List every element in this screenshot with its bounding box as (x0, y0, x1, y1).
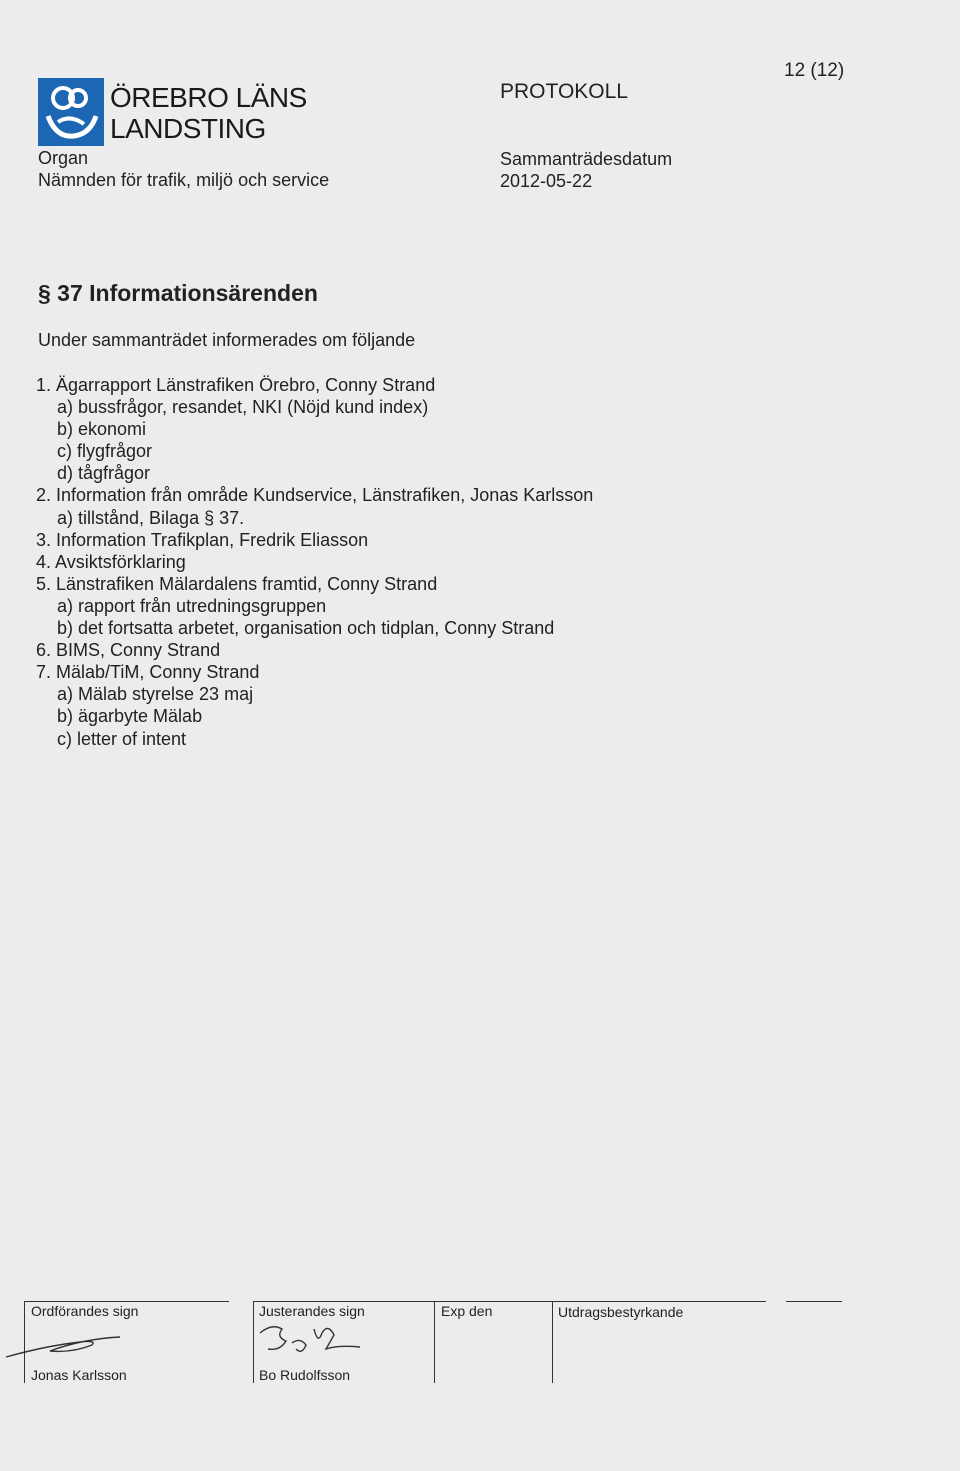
agenda-subitem: b) det fortsatta arbetet, organisation och tidplan, Conny Strand (57, 618, 555, 639)
agenda-subitem: a) tillstånd, Bilaga § 37. (57, 507, 245, 528)
page-number: 12 (12) (784, 60, 845, 81)
adjuster-sign-label: Justerandes sign (259, 1303, 365, 1319)
signature-rule (253, 1301, 453, 1302)
extract-verification-label: Utdragsbestyrkande (558, 1304, 684, 1320)
agenda-item: 1. Ägarrapport Länstrafiken Örebro, Conny Strand (36, 375, 436, 395)
signature-rule (786, 1301, 842, 1302)
meeting-date-label: Sammanträdesdatum (500, 149, 673, 169)
agenda-item: 3. Information Trafikplan, Fredrik Eliasson (36, 529, 369, 550)
agenda-item: 4. Avsiktsförklaring (36, 551, 186, 572)
chair-signature (2, 1321, 152, 1361)
organ-label: Organ (38, 148, 89, 168)
agenda-item: 5. Länstrafiken Mälardalens framtid, Conny Strand (36, 573, 438, 594)
chair-name: Jonas Karlsson (31, 1367, 127, 1383)
signature-divider (552, 1301, 553, 1383)
org-logo-text (110, 82, 307, 144)
exp-date-label: Exp den (441, 1303, 493, 1319)
agenda-subitem: b) ägarbyte Mälab (57, 706, 203, 727)
landsting-logo-icon (38, 78, 104, 146)
agenda-list (36, 374, 593, 750)
org-name-line2: LANDSTING (110, 113, 266, 144)
signature-rule (546, 1301, 766, 1302)
organ-value: Nämnden för trafik, miljö och service (38, 170, 330, 190)
agenda-item: 2. Information från område Kundservice, Länstrafiken, Jonas Karlsson (36, 485, 594, 506)
signature-divider (434, 1301, 435, 1383)
meeting-date-value: 2012-05-22 (500, 171, 593, 191)
agenda-subitem: a) rapport från utredningsgruppen (57, 595, 327, 616)
agenda-item: 6. BIMS, Conny Strand (36, 640, 221, 661)
agenda-item: 7. Mälab/TiM, Conny Strand (36, 662, 260, 683)
signature-rule (434, 1301, 554, 1302)
signature-rule (24, 1301, 229, 1302)
adjuster-name: Bo Rudolfsson (259, 1367, 351, 1383)
chair-sign-label: Ordförandes sign (31, 1303, 139, 1319)
section-heading: § 37 Informationsärenden (38, 280, 318, 306)
document-type: PROTOKOLL (500, 80, 628, 103)
section-intro: Under sammanträdet informerades om följande (38, 330, 416, 350)
signature-block (24, 1301, 842, 1383)
org-name-line1: ÖREBRO LÄNS (110, 82, 307, 113)
agenda-subitem: a) bussfrågor, resandet, NKI (Nöjd kund index) (57, 397, 429, 418)
agenda-subitem: c) letter of intent (57, 728, 187, 749)
agenda-subitem: d) tågfrågor (57, 463, 151, 484)
adjuster-signature (256, 1319, 376, 1365)
signature-divider (253, 1301, 254, 1383)
agenda-subitem: b) ekonomi (57, 419, 147, 440)
agenda-subitem: a) Mälab styrelse 23 maj (57, 684, 254, 705)
agenda-subitem: c) flygfrågor (57, 441, 153, 462)
